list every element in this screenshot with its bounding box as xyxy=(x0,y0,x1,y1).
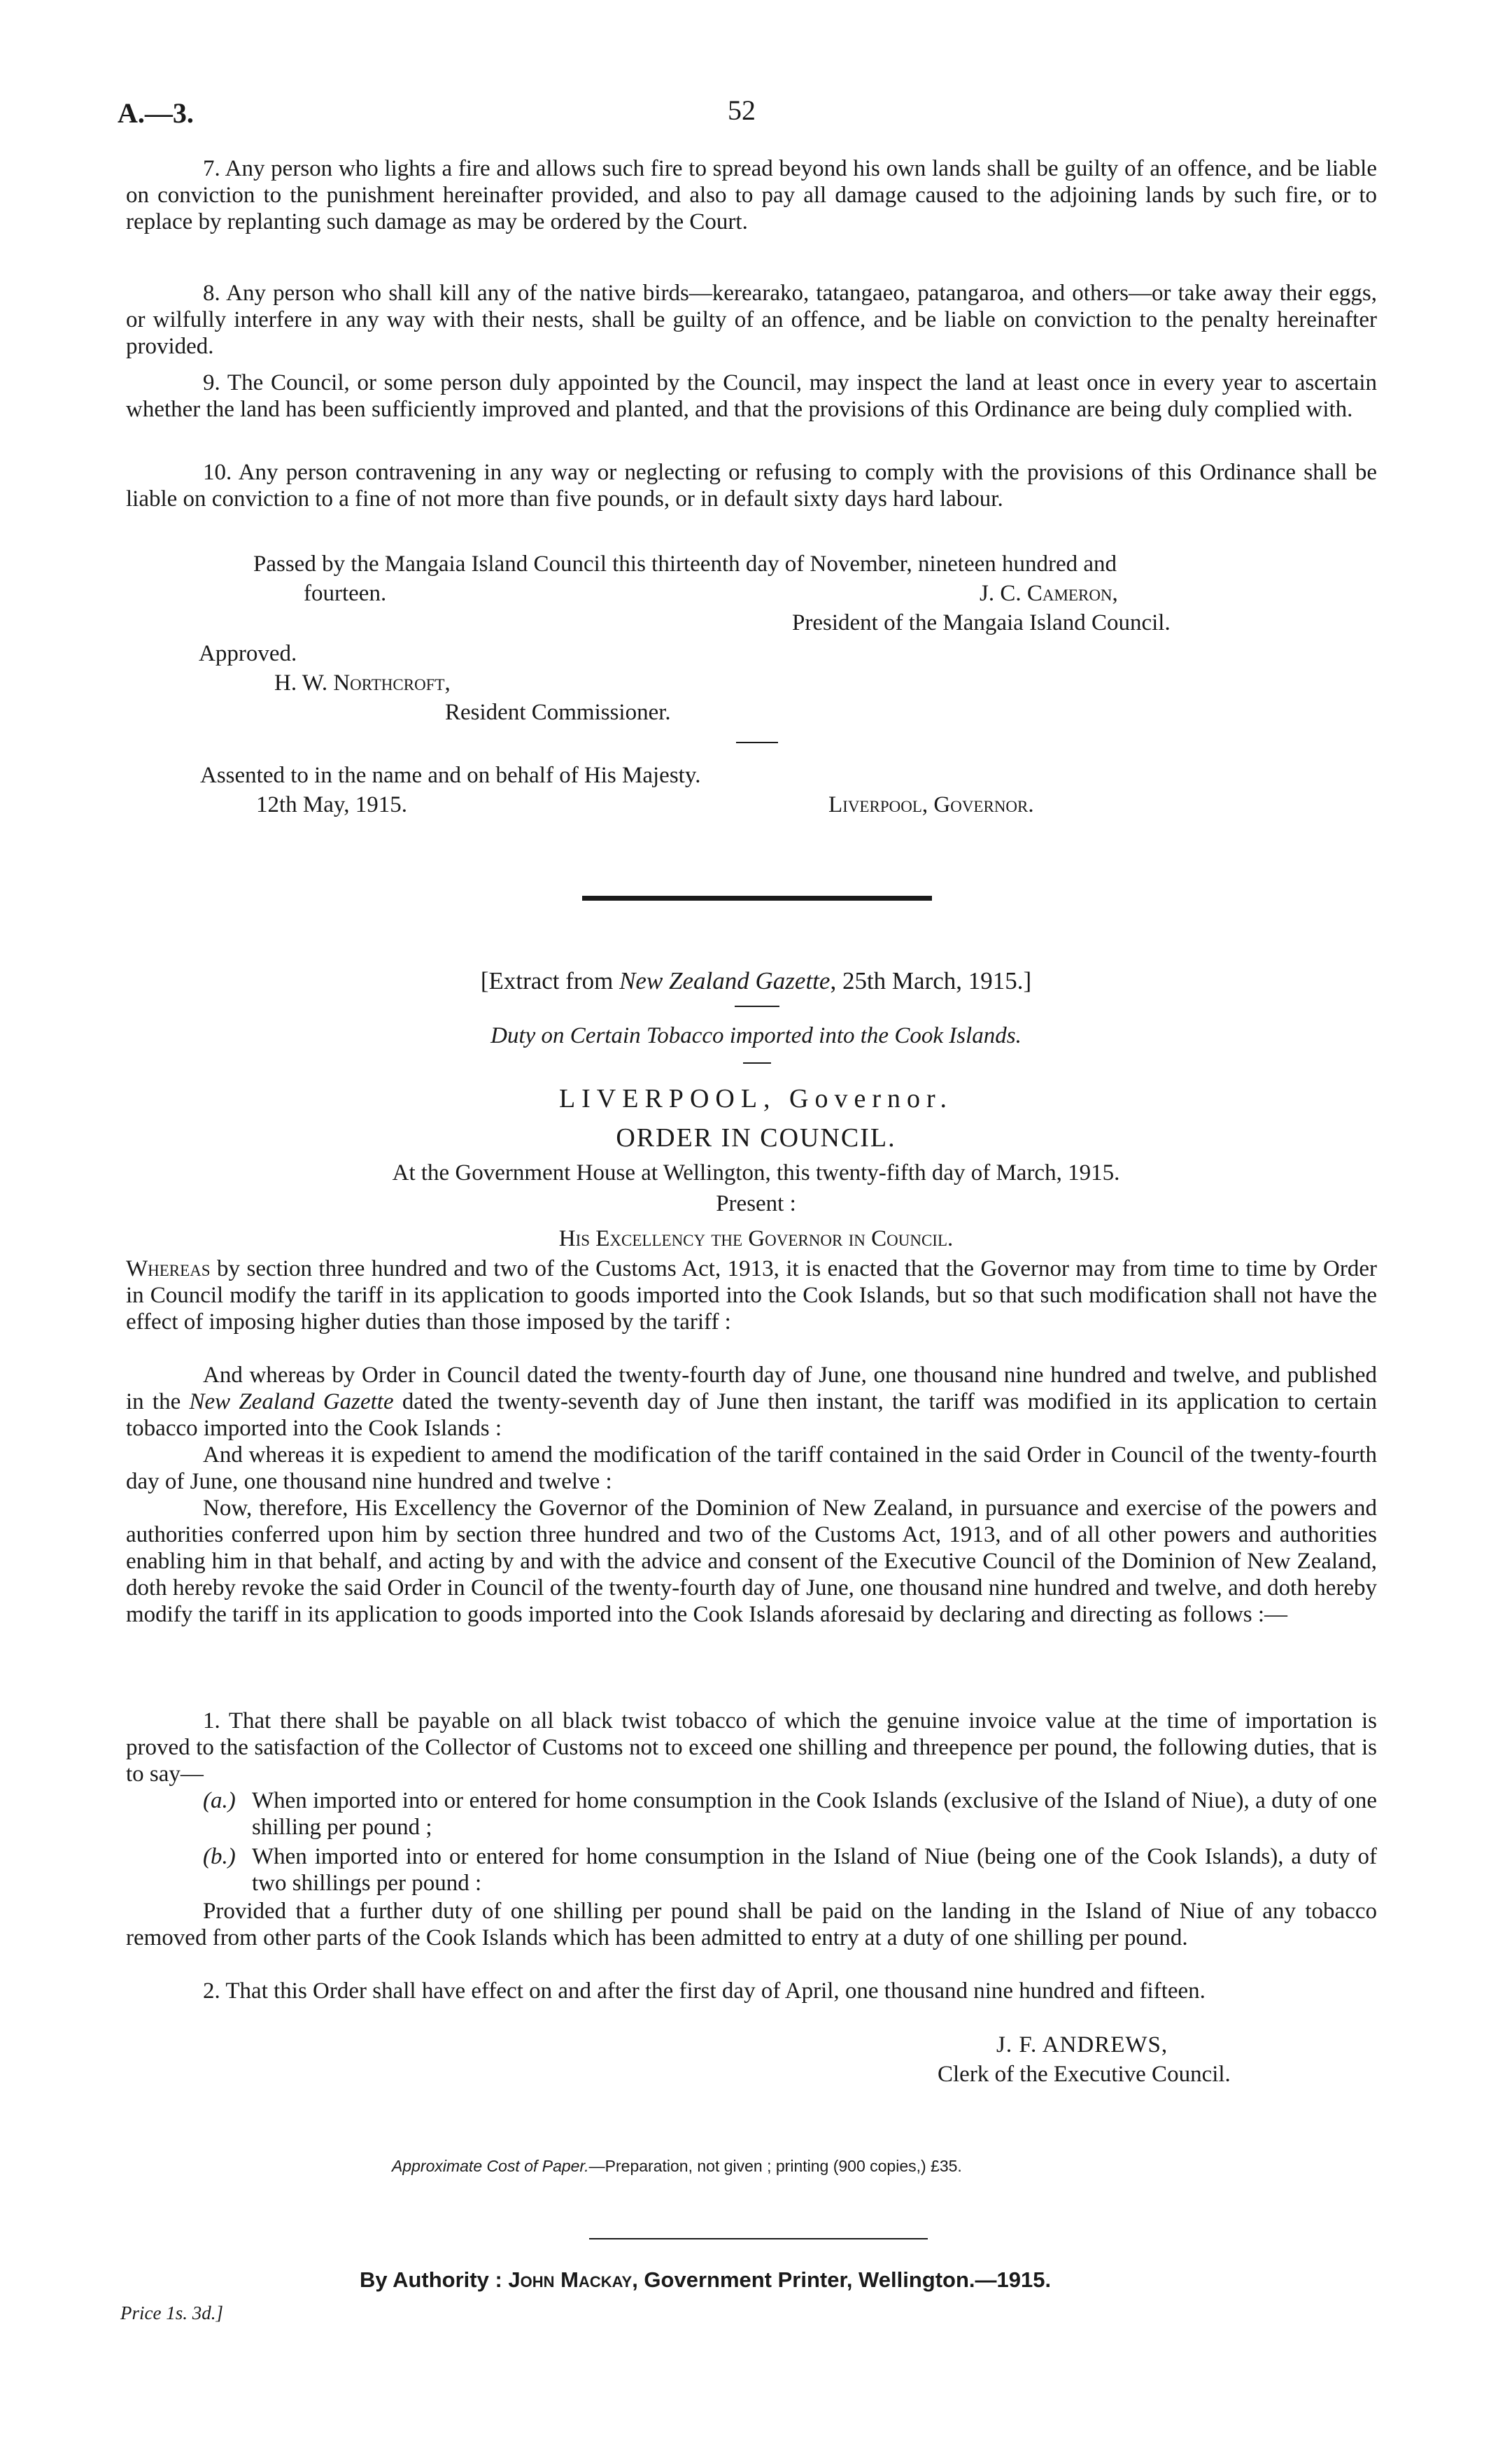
section-divider xyxy=(582,896,932,901)
clause-2: 2. That this Order shall have effect on and after the first day of April, one thousand nine hundred and fifteen. xyxy=(203,1978,1206,2004)
now-therefore-paragraph: Now, therefore, His Excellency the Governor of the Dominion of New Zealand, in pursuance and exercise of the powers and authorities conferred upon him by section three hundred and two of the Customs Act, 1913, and of all other powers and authorities enabling him in that behalf, and acting by and with the advice and consent of the Executive Council of the Dominion of New Zealand, doth hereby revoke the said Order in Council of the twenty-fourth day of June, one thousand nine hundred and twelve, and doth hereby modify the tariff in its application to goods imported into the Cook Islands aforesaid by declaring and directing as follows :— xyxy=(126,1496,1377,1627)
commissioner-title: Resident Commissioner. xyxy=(445,700,671,725)
approved-label: Approved. xyxy=(199,641,297,666)
gazette-extract-source: [Extract from New Zealand Gazette, 25th March, 1915.] xyxy=(480,967,1032,994)
president-signature: J. C. Cameron, xyxy=(980,581,1118,606)
governor-signature: Liverpool, Governor. xyxy=(828,792,1034,817)
cost-of-paper-note: Approximate Cost of Paper.—Preparation, not given ; printing (900 copies,) £35. xyxy=(392,2157,962,2175)
assent-line: Assented to in the name and on behalf of His Majesty. xyxy=(200,763,701,788)
clause-1: 1. That there shall be payable on all black twist tobacco of which the genuine invoice value at the time of importation is proved to the satisfaction of the Collector of Customs not to exceed one shilling and threepence per pound, the following duties, that is to say— xyxy=(126,1708,1377,1787)
clause-10: 10. Any person contravening in any way or neglecting or refusing to comply with the provisions of this Ordinance shall be liable on conviction to a fine of not more than five pounds, or in default sixty days hard labour. xyxy=(126,460,1377,512)
commissioner-name: H. W. Northcroft, xyxy=(274,670,451,696)
place-date-line: At the Government House at Wellington, this twenty-fifth day of March, 1915. xyxy=(392,1160,1120,1186)
clause-7: 7. Any person who lights a fire and allows such fire to spread beyond his own lands shall be guilty of an offence, and be liable on conviction to the punishment hereinafter provided, and also to pay all damage caused to the adjoining lands by such fire, or to replace by replanting such damage as may be ordered by the Court. xyxy=(126,156,1377,234)
item-a-label: (a.) xyxy=(203,1788,236,1813)
order-subject: Duty on Certain Tobacco imported into the Cook Islands. xyxy=(490,1023,1022,1048)
clerk-title: Clerk of the Executive Council. xyxy=(938,2062,1231,2087)
page-number: 52 xyxy=(728,94,756,126)
price-note: Price 1s. 3d.] xyxy=(120,2302,223,2323)
tiny-rule-2 xyxy=(743,1062,771,1064)
item-b-text: When imported into or entered for home consumption in the Island of Niue (being one of the Cook Islands), a duty of two shillings per pound : xyxy=(252,1844,1377,1896)
proviso-paragraph: Provided that a further duty of one shilling per pound shall be paid on the landing in the Island of Niue of any tobacco removed from other parts of the Cook Islands which has been admitted to entry at a duty of one shilling per pound. xyxy=(126,1899,1377,1950)
passed-line-1: Passed by the Mangaia Island Council this thirteenth day of November, nineteen hundred and xyxy=(253,551,1117,577)
footer-rule xyxy=(589,2238,928,2239)
doc-reference: A.—3. xyxy=(118,97,194,129)
assent-date: 12th May, 1915. xyxy=(256,792,408,817)
governor-heading: LIVERPOOL, Governor. xyxy=(558,1084,954,1113)
clerk-signature: J. F. ANDREWS, xyxy=(996,2032,1168,2057)
and-whereas-paragraph-2: And whereas it is expedient to amend the modification of the tariff contained in the said Order in Council of the twenty-fourth day of June, one thousand nine hundred and twelve : xyxy=(126,1442,1377,1494)
short-divider xyxy=(736,742,778,743)
passed-line-2: fourteen. xyxy=(304,581,387,606)
tiny-rule-1 xyxy=(735,1006,779,1007)
and-whereas-paragraph-1: And whereas by Order in Council dated the twenty-fourth day of June, one thousand nine hundred and twelve, and published in the New Zealand Gazette dated the twenty-seventh day of June then instant, the tariff was modified in its application to certain tobacco imported into the Cook Islands : xyxy=(126,1363,1377,1441)
item-b-label: (b.) xyxy=(203,1844,236,1869)
item-a xyxy=(203,1787,1377,1841)
clause-9: 9. The Council, or some person duly appointed by the Council, may inspect the land at least once in every year to ascertain whether the land has been sufficiently improved and planted, and that the provisions of this Ordinance are being duly complied with. xyxy=(126,370,1377,422)
present-label: Present : xyxy=(716,1191,796,1216)
whereas-paragraph: Whereas by section three hundred and two of the Customs Act, 1913, it is enacted that the Governor may from time to time by Order in Council modify the tariff in its application to goods imported into the Cook Islands, but so that such modification shall not have the effect of imposing higher duties than those imposed by the tariff : xyxy=(126,1256,1377,1335)
item-a-text: When imported into or entered for home consumption in the Cook Islands (exclusive of the Island of Niue), a duty of one shilling per pound ; xyxy=(252,1788,1377,1840)
president-title: President of the Mangaia Island Council. xyxy=(792,610,1171,635)
order-title: ORDER IN COUNCIL. xyxy=(616,1123,896,1153)
item-b xyxy=(203,1843,1377,1897)
excellency-line: His Excellency the Governor in Council. xyxy=(558,1226,954,1251)
clause-8: 8. Any person who shall kill any of the native birds—kerearako, tatangaeo, patangaroa, and others—or take away their eggs, or wilfully interfere in any way with their nests, shall be guilty of an offence, and be liable on conviction to the penalty hereinafter provided. xyxy=(126,281,1377,359)
printer-authority: By Authority : John Mackay, Government Printer, Wellington.—1915. xyxy=(360,2267,1052,2292)
